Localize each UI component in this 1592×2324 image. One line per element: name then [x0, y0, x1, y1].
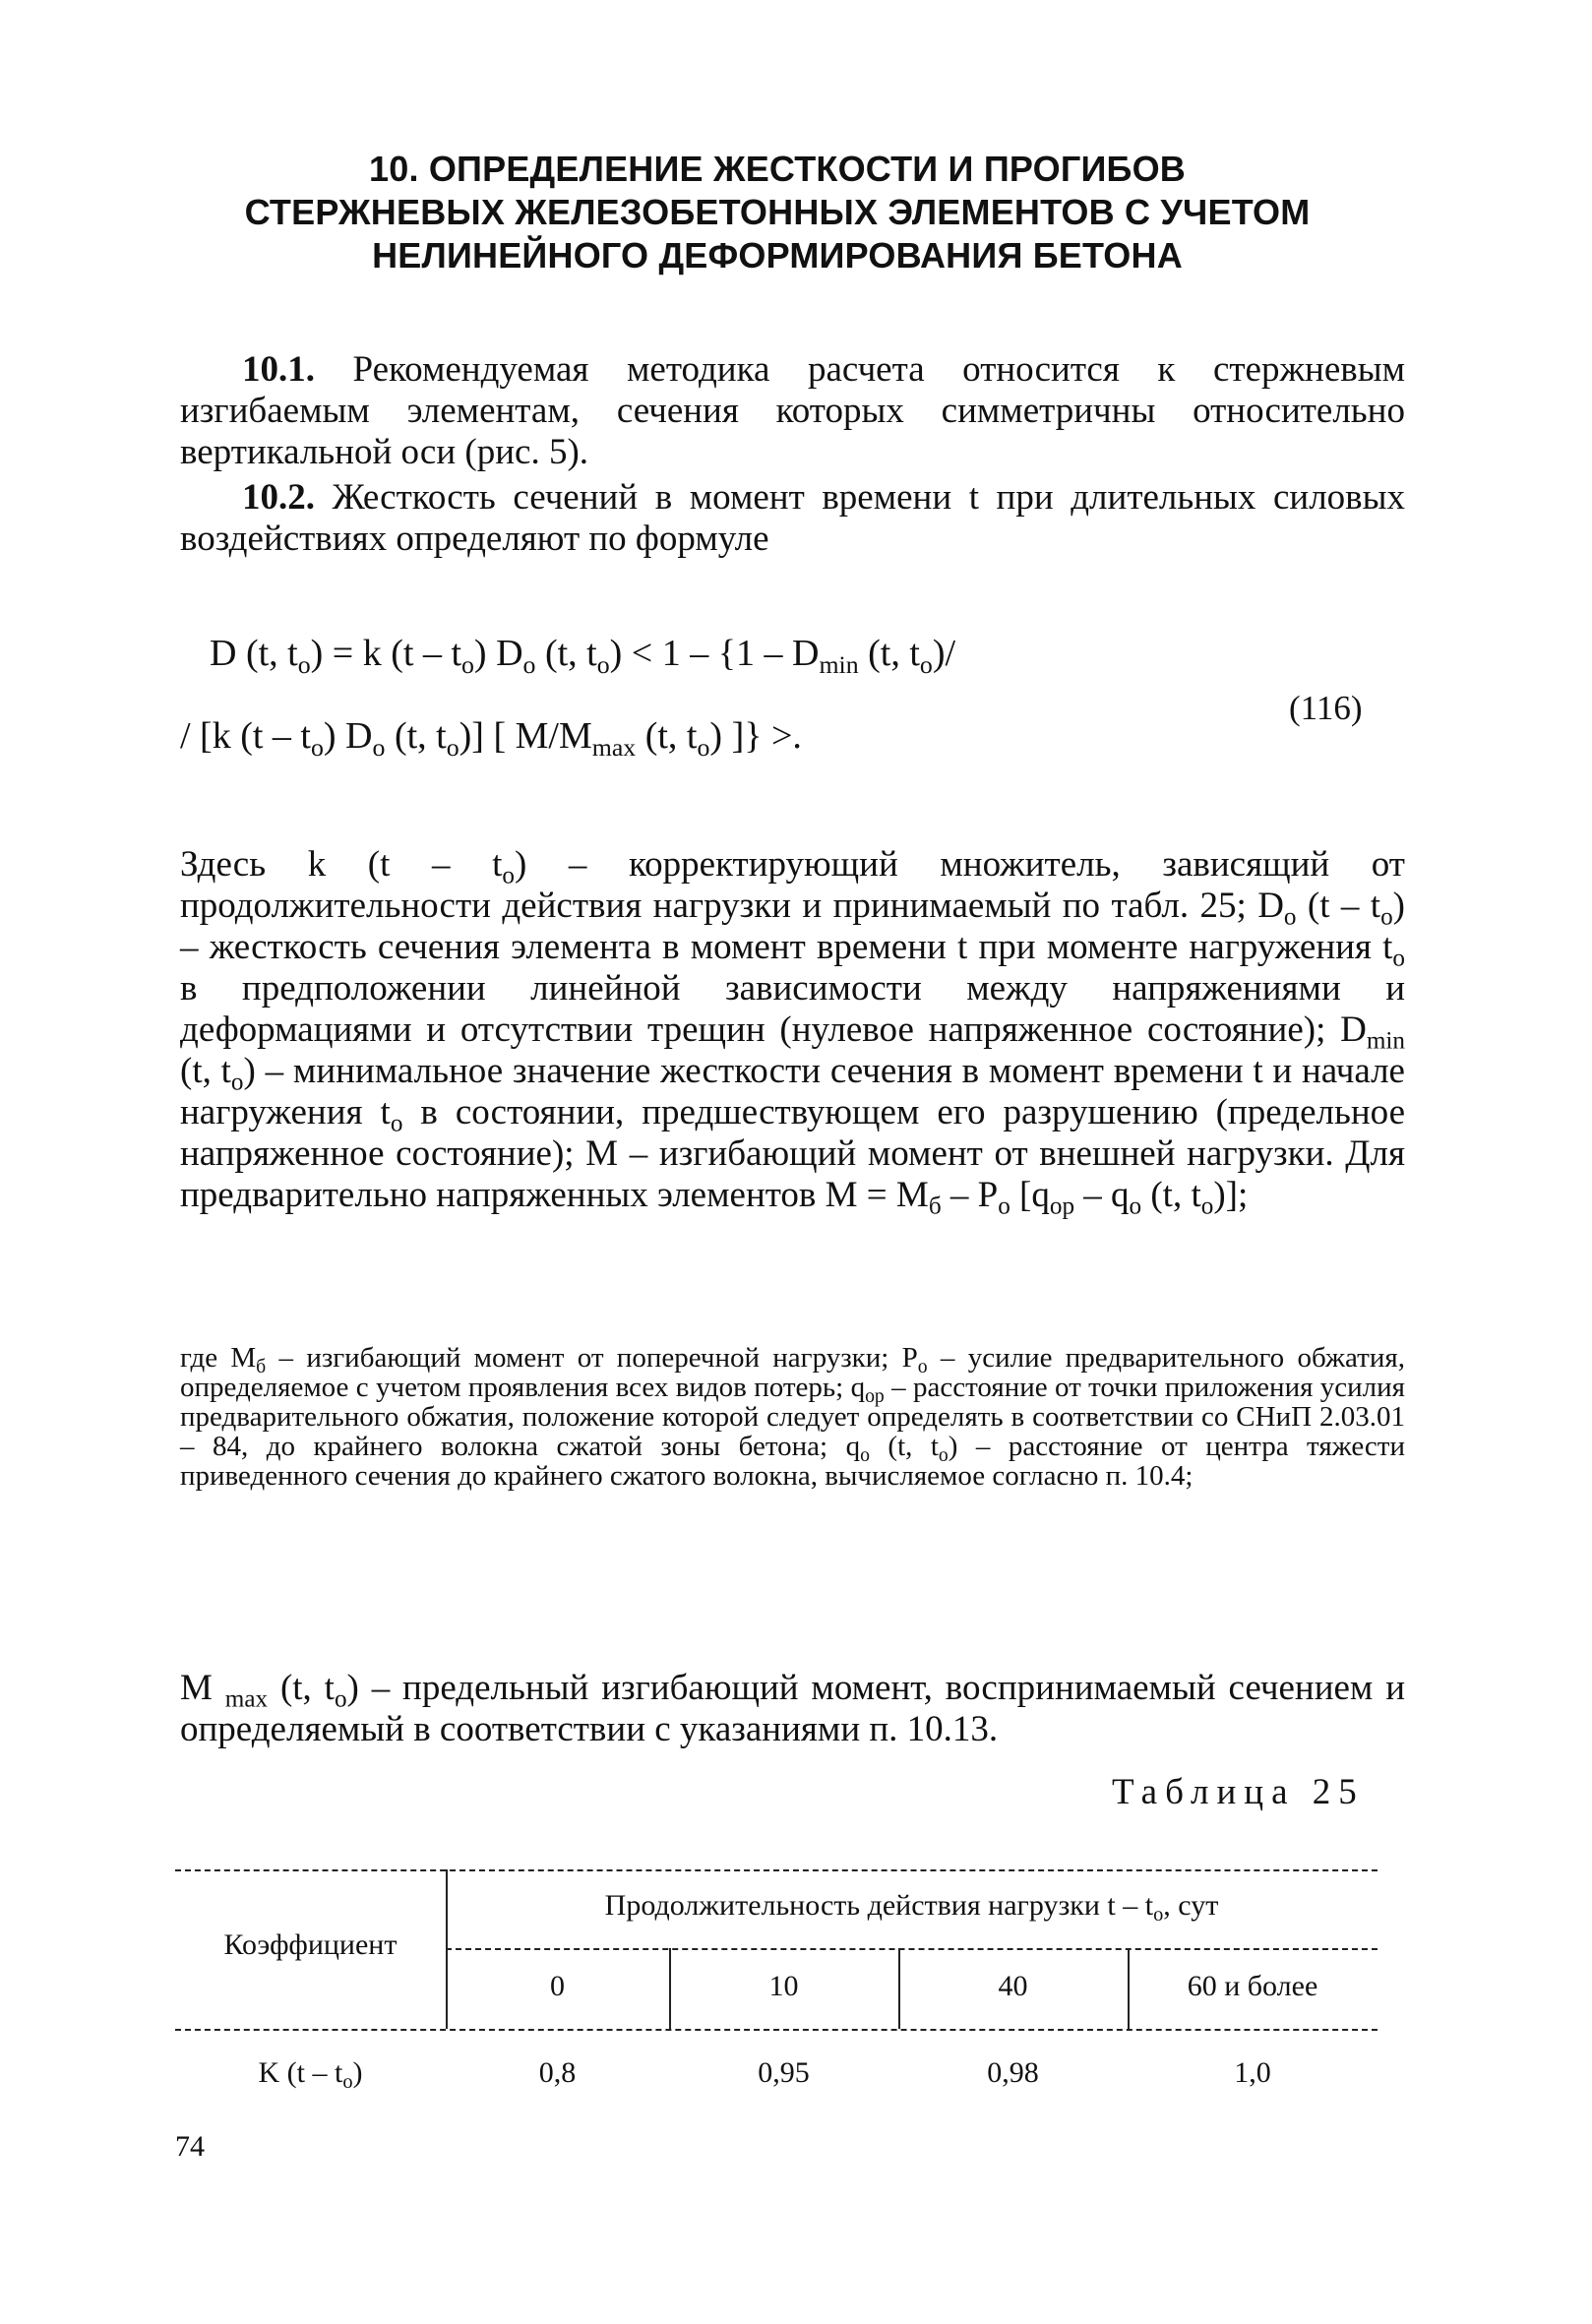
table-header-rule: [446, 1948, 1378, 1950]
paragraph-10-2: [180, 477, 1405, 560]
row-label: K $(t - t_o)$: [258, 2056, 363, 2094]
column-header: 60 и более: [1187, 1970, 1318, 2002]
paragraph-number: 10.2.: [242, 477, 315, 518]
footnote-paragraph: где $M_б$ – изгибающий момент от поперечной нагрузки; $P_o$ – усилие предварительного обжатия, определяемое с учетом проявления всех видов потерь; $q_{op}$ – расстояние от точки приложения усилия предварительного обжатия, положение которой следует определять в соответствии со СНиП 2.03.01 – 84, до крайнего волокна сжатой зоны бетона; $q_o$ (t, $t_o$) – расстояние от центра тяжести приведенного сечения до крайнего сжатого волокна, вычисляемое согласно п. 10.4;: [180, 1342, 1406, 1492]
table-title: Таблица 25: [1112, 1772, 1365, 1812]
section-heading: [148, 148, 1407, 277]
formula-line-2: / [k $(t - t_o)$ $D_o$ (t, $t_o$)] [ $M/M_{max}$ (t, $t_o$) ]} >.: [180, 715, 802, 762]
mmax-paragraph: M $_{max}$ (t, $t_o$) – предельный изгибающий момент, воспринимаемый сечением и определяемый в соответствии с указаниями п. 10.13.: [180, 1668, 1405, 1749]
heading-line-2: СТЕРЖНЕВЫХ ЖЕЛЕЗОБЕТОННЫХ ЭЛЕМЕНТОВ С УЧЕТОМ: [244, 192, 1311, 232]
heading-line-3: НЕЛИНЕЙНОГО ДЕФОРМИРОВАНИЯ БЕТОНА: [372, 235, 1183, 275]
table-top-rule: [175, 1869, 1378, 1871]
page-number: 74: [175, 2130, 205, 2163]
table-cell: 0,95: [758, 2056, 810, 2089]
paragraph-10-1: [180, 349, 1405, 473]
paragraph-text: Рекомендуемая методика расчета относится к стержневым изгибаемым элементам, сечения которых симметричны относительно вертикальной оси (рис. 5).: [180, 349, 1405, 472]
column-header: 40: [998, 1970, 1028, 2002]
coefficient-table: [175, 1869, 1378, 2106]
table-cell: 1,0: [1234, 2056, 1271, 2089]
coefficient-header: Коэффициент: [223, 1928, 398, 1961]
explanation-paragraph: Здесь k $(t - t_o)$ – корректирующий множитель, зависящий от продолжительности действия нагрузки и принимаемый по табл. 25; $D_o$ $(t - t_o)$ – жесткость сечения элемента в момент времени t при моменте нагружения $t_o$ в предположении линейной зависимости между напряжениями и деформациями и отсутствии трещин (нулевое напряженное состояние); $D_{min}$ (t, $t_o$) – минимальное значение жесткости сечения в момент времени t и начале нагружения $t_o$ в состоянии, предшествующем его разрушению (предельное напряженное состояние); M – изгибающий момент от внешней нагрузки. Для предварительно напряженных элементов $M = M_б - P_o$ [$q_{op} - q_o$ (t, $t_o$)];: [180, 844, 1406, 1220]
formula-line-1: D (t, $t_o) = k$ $(t - t_o)$ $D_o$ (t, $t_o) < 1 - \{1 - D_{min}$ (t, $t_o)/$: [210, 633, 956, 679]
paragraph-text: Жесткость сечений в момент времени t при длительных силовых воздействиях определяют по формуле: [180, 477, 1405, 559]
paragraph-number: 10.1.: [242, 349, 315, 390]
duration-header: Продолжительность действия нагрузки t – $t_o$, сут: [604, 1889, 1219, 1926]
column-header: 10: [768, 1970, 799, 2002]
table-body-rule: [175, 2029, 1378, 2031]
heading-line-1: 10. ОПРЕДЕЛЕНИЕ ЖЕСТКОСТИ И ПРОГИБОВ: [369, 149, 1186, 189]
table-cell: 0,98: [987, 2056, 1039, 2089]
table-cell: 0,8: [538, 2056, 577, 2089]
column-header: 0: [550, 1970, 565, 2002]
equation-number: (116): [1289, 689, 1363, 727]
